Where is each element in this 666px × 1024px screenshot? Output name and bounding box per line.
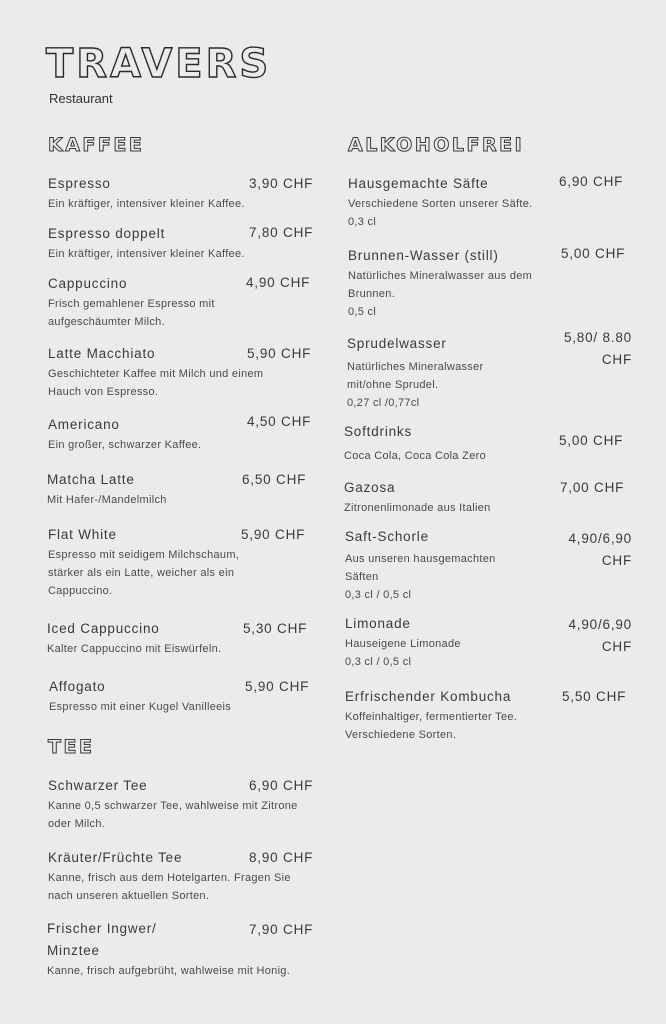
item-description: Mit Hafer-/Mandelmilch xyxy=(47,494,167,506)
item-size: 0,27 cl /0,77cl xyxy=(347,397,420,409)
menu-item-latte-macchiato xyxy=(48,343,273,401)
item-name: Americano xyxy=(48,417,120,432)
item-name: Cappuccino xyxy=(48,276,128,291)
item-description: Kanne 0,5 schwarzer Tee, wahlweise mit Zitrone oder Milch. xyxy=(48,800,298,830)
item-price: 4,90/6,90 CHF xyxy=(568,531,632,568)
item-name: Brunnen-Wasser (still) xyxy=(348,248,499,263)
item-price: 5,30 CHF xyxy=(243,621,308,636)
menu-item-kombucha xyxy=(345,686,560,744)
item-price: 4,90 CHF xyxy=(246,275,311,290)
item-price: 7,80 CHF xyxy=(249,225,314,240)
item-price: 3,90 CHF xyxy=(249,176,314,191)
menu-item-espresso xyxy=(48,173,258,213)
item-name: Sprudelwasser xyxy=(347,336,447,351)
item-name: Frischer Ingwer/ Minztee xyxy=(47,921,157,958)
item-name: Limonade xyxy=(345,616,411,631)
item-description: Frisch gemahlener Espresso mit aufgeschäumter Milch. xyxy=(48,298,215,328)
item-description: Hauseigene Limonade xyxy=(345,638,461,650)
item-name: Espresso xyxy=(48,176,111,191)
item-description: Natürliches Mineralwasser mit/ohne Sprudel. xyxy=(347,361,484,391)
item-price: 5,00 CHF xyxy=(559,433,624,448)
item-name: Erfrischender Kombucha xyxy=(345,689,512,704)
item-name: Iced Cappuccino xyxy=(47,621,160,636)
item-description: Verschiedene Sorten unserer Säfte. xyxy=(348,198,533,210)
item-price: 7,90 CHF xyxy=(249,922,314,937)
item-price: 5,90 CHF xyxy=(247,346,312,361)
item-name: Saft-Schorle xyxy=(345,529,429,544)
menu-item-sprudelwasser xyxy=(347,333,512,412)
section-title-kaffee: KAFFEE xyxy=(48,134,145,156)
item-name: Kräuter/Früchte Tee xyxy=(48,850,183,865)
item-description: Zitronenlimonade aus Italien xyxy=(344,502,491,514)
item-description: Kanne, frisch aus dem Hotelgarten. Fragen Sie nach unseren aktuellen Sorten. xyxy=(48,872,291,902)
item-description: Espresso mit einer Kugel Vanilleeis xyxy=(49,701,232,713)
item-price: 5,90 CHF xyxy=(245,679,310,694)
menu-item-softdrinks xyxy=(344,421,554,465)
menu-item-americano xyxy=(48,414,258,454)
item-description: Coca Cola, Coca Cola Zero xyxy=(344,450,487,462)
menu-item-hausgemachte-saefte xyxy=(348,173,563,231)
item-size: 0,5 cl xyxy=(348,306,377,318)
item-description: Kalter Cappuccino mit Eiswürfeln. xyxy=(47,643,222,655)
item-price: 4,90/6,90 CHF xyxy=(568,617,632,654)
item-description: Aus unseren hausgemachten Säften xyxy=(345,553,496,583)
item-name: Schwarzer Tee xyxy=(48,778,148,793)
item-name: Latte Macchiato xyxy=(48,346,156,361)
item-description: Ein großer, schwarzer Kaffee. xyxy=(48,439,202,451)
item-size: 0,3 cl / 0,5 cl xyxy=(345,656,412,668)
item-price: 4,50 CHF xyxy=(247,414,312,429)
item-description: Ein kräftiger, intensiver kleiner Kaffee. xyxy=(48,248,245,260)
item-description: Kanne, frisch aufgebrüht, wahlweise mit Honig. xyxy=(47,965,291,977)
item-name: Espresso doppelt xyxy=(48,226,166,241)
item-name: Affogato xyxy=(49,679,106,694)
item-description: Natürliches Mineralwasser aus dem Brunnen. xyxy=(348,270,533,300)
menu-item-limonade xyxy=(345,613,545,671)
item-price: 7,00 CHF xyxy=(560,480,625,495)
item-name: Matcha Latte xyxy=(47,472,135,487)
item-price: 5,50 CHF xyxy=(562,689,627,704)
item-description: Geschichteter Kaffee mit Milch und einem Hauch von Espresso. xyxy=(48,368,264,398)
item-description: Ein kräftiger, intensiver kleiner Kaffee. xyxy=(48,198,245,210)
item-price: 6,90 CHF xyxy=(559,174,624,189)
item-price: 6,90 CHF xyxy=(249,778,314,793)
menu-item-matcha-latte xyxy=(47,469,257,509)
item-description: Koffeinhaltiger, fermentierter Tee. Verschiedene Sorten. xyxy=(345,711,518,741)
item-name: Softdrinks xyxy=(344,424,413,439)
restaurant-subtitle: Restaurant xyxy=(49,91,113,106)
menu-item-brunnen-wasser xyxy=(348,245,563,321)
restaurant-logo: TRAVERS xyxy=(46,41,272,87)
item-price: 8,90 CHF xyxy=(249,850,314,865)
item-size: 0,3 cl xyxy=(348,216,377,228)
item-description: Espresso mit seidigem Milchschaum, stärker als ein Latte, weicher als ein Cappuccino. xyxy=(48,549,240,597)
menu-item-cappuccino xyxy=(48,273,258,331)
section-title-tee: TEE xyxy=(48,736,95,758)
item-name: Flat White xyxy=(48,527,117,542)
item-price: 6,50 CHF xyxy=(242,472,307,487)
item-size: 0,3 cl / 0,5 cl xyxy=(345,589,412,601)
item-price: 5,00 CHF xyxy=(561,246,626,261)
item-price: 5,80/ 8.80 CHF xyxy=(563,330,632,367)
item-name: Hausgemachte Säfte xyxy=(348,176,489,191)
menu-item-gazosa xyxy=(344,477,554,517)
section-title-alkoholfrei: ALKOHOLFREI xyxy=(348,134,525,156)
item-name: Gazosa xyxy=(344,480,396,495)
menu-item-saft-schorle xyxy=(345,526,525,604)
item-price: 5,90 CHF xyxy=(241,527,306,542)
